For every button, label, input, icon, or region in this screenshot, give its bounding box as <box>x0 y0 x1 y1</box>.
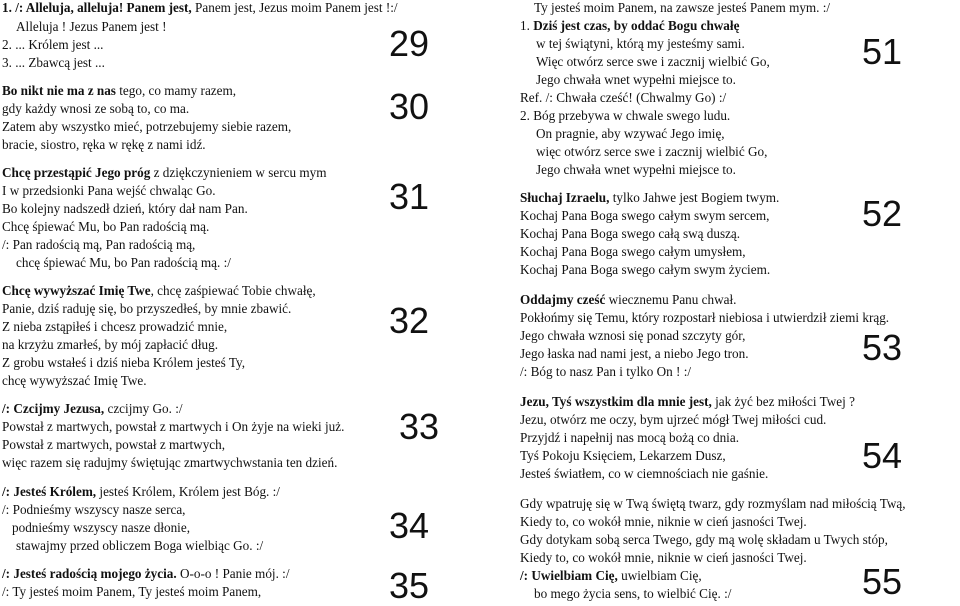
text-segment: , chcę zaśpiewać Tobie chwałę, <box>150 283 316 298</box>
text-segment: Powstał z martwych, powstał z martwych i On żyje na wieki już. <box>2 419 345 434</box>
text-segment: Więc otwórz serce swe i zacznij wielbić Go, <box>536 54 770 69</box>
text-segment: tylko Jahwe jest Bogiem twym. <box>609 190 780 205</box>
left-text-line <box>2 281 316 300</box>
right-text-line <box>520 548 807 567</box>
text-segment: bo mego życia sens, to wielbić Cię. :/ <box>534 586 732 601</box>
right-text-line <box>520 224 740 243</box>
hymn-number: 52 <box>862 193 903 234</box>
text-segment: więc otwórz serce swe i zacznij wielbić Go, <box>536 144 768 159</box>
left-text-line <box>2 564 290 583</box>
text-segment: On pragnie, aby wzywać Jego imię, <box>536 126 725 141</box>
left-text-line <box>2 235 195 254</box>
hymn-number: 33 <box>399 406 440 447</box>
text-segment: /: Bóg to nasz Pan i tylko On ! :/ <box>520 364 692 379</box>
bold-text-segment: Chcę wywyższać Imię Twe <box>2 283 151 298</box>
bold-text-segment: /: Jesteś Królem, <box>2 484 97 499</box>
text-segment: jesteś Królem, Królem jest Bóg. :/ <box>96 484 280 499</box>
text-segment: z dziękczynieniem w sercu mym <box>150 165 327 180</box>
text-segment: Tyś Pokoju Księciem, Lekarzem Dusz, <box>520 448 726 463</box>
left-text-line <box>2 435 225 454</box>
right-text-line <box>520 446 726 465</box>
text-segment: /: Ty jesteś moim Panem, Ty jesteś moim Panem, <box>2 584 262 599</box>
text-segment: Jego chwała wznosi się ponad szczyty gór, <box>520 328 746 343</box>
text-segment: Alleluja ! Jezus Panem jest ! <box>16 19 167 34</box>
left-text-line <box>12 518 190 537</box>
right-text-line <box>536 160 736 179</box>
left-text-line <box>2 453 337 472</box>
left-text-line <box>2 53 105 72</box>
left-text-line <box>2 317 227 336</box>
text-segment: Chcę śpiewać Mu, bo Pan radością mą. <box>2 219 210 234</box>
text-segment: Zatem aby wszystko mieć, potrzebujemy siebie razem, <box>2 119 292 134</box>
text-segment: stawajmy przed obliczem Boga wielbiąc Go. :/ <box>16 538 264 553</box>
text-segment: Ty jesteś moim Panem, na zawsze jesteś Panem mym. :/ <box>534 0 831 15</box>
text-segment: 2. ... Królem jest ... <box>2 37 104 52</box>
left-text-line <box>2 335 218 354</box>
text-segment: Panem jest, Jezus moim Panem jest !:/ <box>191 0 398 15</box>
right-text-line <box>536 124 725 143</box>
left-text-line <box>2 217 209 236</box>
right-text-line <box>520 308 889 327</box>
text-segment: Kiedy to, co wokół mnie, niknie w cień jasności Twej. <box>520 550 807 565</box>
text-segment: 2. Bóg przebywa w chwale swego ludu. <box>520 108 731 123</box>
hymn-number: 34 <box>389 505 430 546</box>
text-segment: Kochaj Pana Boga swego całym umysłem, <box>520 244 746 259</box>
text-segment: wiecznemu Panu chwał. <box>605 292 737 307</box>
right-text-line <box>520 242 746 261</box>
right-text-line <box>536 34 745 53</box>
left-text-line <box>2 181 216 200</box>
right-text-line <box>536 142 767 161</box>
left-text-line <box>2 117 291 136</box>
hymn-number: 29 <box>389 23 430 64</box>
hymn-number: 35 <box>389 565 430 606</box>
text-segment: Kochaj Pana Boga swego całą swą duszą. <box>520 226 741 241</box>
bold-text-segment: /: Jesteś radością mojego życia. <box>2 566 177 581</box>
left-text-line <box>2 417 344 436</box>
left-text-line <box>16 253 231 272</box>
bold-text-segment: Chcę przestąpić Jego próg <box>2 165 151 180</box>
left-text-line <box>2 35 103 54</box>
right-text-line <box>520 530 888 549</box>
right-text-line <box>534 0 830 17</box>
text-segment: Jego chwała wnet wypełni miejsce to. <box>536 72 736 87</box>
right-text-line <box>520 260 770 279</box>
bold-text-segment: /: Uwielbiam Cię, <box>520 568 618 583</box>
text-segment: Z grobu wstałeś i dziś nieba Królem jesteś Ty, <box>2 355 245 370</box>
text-segment: /: Pan radością mą, Pan radością mą, <box>2 237 196 252</box>
text-segment: 3. ... Zbawcą jest ... <box>2 55 105 70</box>
right-text-line <box>520 512 807 531</box>
text-segment: Jego łaska nad nami jest, a niebo Jego tron. <box>520 346 749 361</box>
text-segment: czcijmy Go. :/ <box>104 401 183 416</box>
text-segment: O-o-o ! Panie mój. :/ <box>176 566 290 581</box>
text-segment: Bo kolejny nadszedł dzień, który dał nam Pan. <box>2 201 248 216</box>
left-text-line <box>2 199 248 218</box>
left-text-line <box>2 371 147 390</box>
right-text-line <box>534 584 731 603</box>
bold-text-segment: /: Czcijmy Jezusa, <box>2 401 105 416</box>
hymn-number: 54 <box>862 435 903 476</box>
right-text-line <box>520 392 855 411</box>
text-segment: Panie, dziś raduję się, bo przyszedłeś, by mnie zbawić. <box>2 301 292 316</box>
hymn-number: 32 <box>389 300 430 341</box>
text-segment: jak żyć bez miłości Twej ? <box>711 394 855 409</box>
hymn-number: 31 <box>389 176 430 217</box>
text-segment: chcę wywyższać Imię Twe. <box>2 373 147 388</box>
left-text-line <box>2 500 185 519</box>
right-text-line <box>520 344 749 363</box>
left-text-line <box>2 582 261 601</box>
bold-text-segment: Słuchaj Izraelu, <box>520 190 610 205</box>
text-segment: Gdy wpatruję się w Twą świętą twarz, gdy rozmyślam nad miłością Twą, <box>520 496 906 511</box>
right-text-line <box>520 106 730 125</box>
left-text-line <box>2 399 183 418</box>
text-segment: Kochaj Pana Boga swego całym swym sercem, <box>520 208 770 223</box>
left-text-line <box>16 536 263 555</box>
right-text-line <box>520 88 726 107</box>
left-text-line <box>2 353 245 372</box>
bold-text-segment: Oddajmy cześć <box>520 292 606 307</box>
bold-text-segment: Jezu, Tyś wszystkim dla mnie jest, <box>520 394 712 409</box>
hymn-number: 51 <box>862 31 903 72</box>
text-segment: Jego chwała wnet wypełni miejsce to. <box>536 162 736 177</box>
right-text-line <box>520 188 779 207</box>
text-segment: tego, co mamy razem, <box>115 83 237 98</box>
text-segment: na krzyżu zmarłeś, by mój zapłacić dług. <box>2 337 219 352</box>
text-segment: Pokłońmy się Temu, który rozpostarł niebiosa i utwierdził ziemi krąg. <box>520 310 890 325</box>
left-text-line <box>2 299 291 318</box>
text-segment: Jesteś światłem, co w ciemnościach nie gaśnie. <box>520 466 769 481</box>
text-segment: I w przedsionki Pana wejść chwaląc Go. <box>2 183 216 198</box>
text-segment: podnieśmy wszyscy nasze dłonie, <box>12 520 190 535</box>
left-text-line <box>2 163 326 182</box>
right-text-line <box>520 464 768 483</box>
hymn-number: 53 <box>862 327 903 368</box>
text-segment: uwielbiam Cię, <box>617 568 702 583</box>
text-segment: Przyjdź i napełnij nas mocą bożą co dnia. <box>520 430 739 445</box>
hymn-number: 30 <box>389 86 430 127</box>
right-text-line <box>520 410 826 429</box>
right-text-line <box>520 362 691 381</box>
right-text-line <box>520 428 739 447</box>
left-text-line <box>2 81 236 100</box>
text-segment: w tej świątyni, którą my jesteśmy sami. <box>536 36 745 51</box>
text-segment: więc razem się radujmy świętując zmartwychwstania ten dzień. <box>2 455 338 470</box>
text-segment: Kiedy to, co wokół mnie, niknie w cień jasności Twej. <box>520 514 807 529</box>
left-text-line <box>2 135 206 154</box>
text-segment: Kochaj Pana Boga swego całym swym życiem. <box>520 262 771 277</box>
text-segment: 1. <box>520 18 534 33</box>
text-segment: Ref. /: Chwała cześć! (Chwalmy Go) :/ <box>520 90 727 105</box>
text-segment: chcę śpiewać Mu, bo Pan radością mą. :/ <box>16 255 231 270</box>
right-text-line <box>520 566 702 585</box>
bold-text-segment: Bo nikt nie ma z nas <box>2 83 116 98</box>
right-text-line <box>520 16 739 35</box>
bold-text-segment: Dziś jest czas, by oddać Bogu chwałę <box>533 18 740 33</box>
right-text-line <box>520 326 745 345</box>
text-segment: bracie, siostro, ręka w rękę z nami idź. <box>2 137 206 152</box>
right-text-line <box>536 52 770 71</box>
right-text-line <box>520 494 906 513</box>
left-text-line <box>2 99 189 118</box>
left-text-line <box>2 482 280 501</box>
right-text-line <box>520 290 736 309</box>
right-text-line <box>536 70 736 89</box>
right-text-line <box>520 206 769 225</box>
text-segment: /: Podnieśmy wszyscy nasze serca, <box>2 502 186 517</box>
text-segment: Powstał z martwych, powstał z martwych, <box>2 437 226 452</box>
text-segment: Jezu, otwórz me oczy, bym ujrzeć mógł Twej miłości cud. <box>520 412 827 427</box>
text-segment: Gdy dotykam sobą serca Twego, gdy mą wolę składam u Twych stóp, <box>520 532 888 547</box>
left-text-line <box>2 0 398 17</box>
hymn-number: 55 <box>862 561 903 602</box>
text-segment: gdy każdy wnosi ze sobą to, co ma. <box>2 101 190 116</box>
bold-text-segment: 1. /: Alleluja, alleluja! Panem jest, <box>2 0 192 15</box>
left-text-line <box>16 17 167 36</box>
text-segment: Z nieba zstąpiłeś i chcesz prowadzić mnie, <box>2 319 228 334</box>
